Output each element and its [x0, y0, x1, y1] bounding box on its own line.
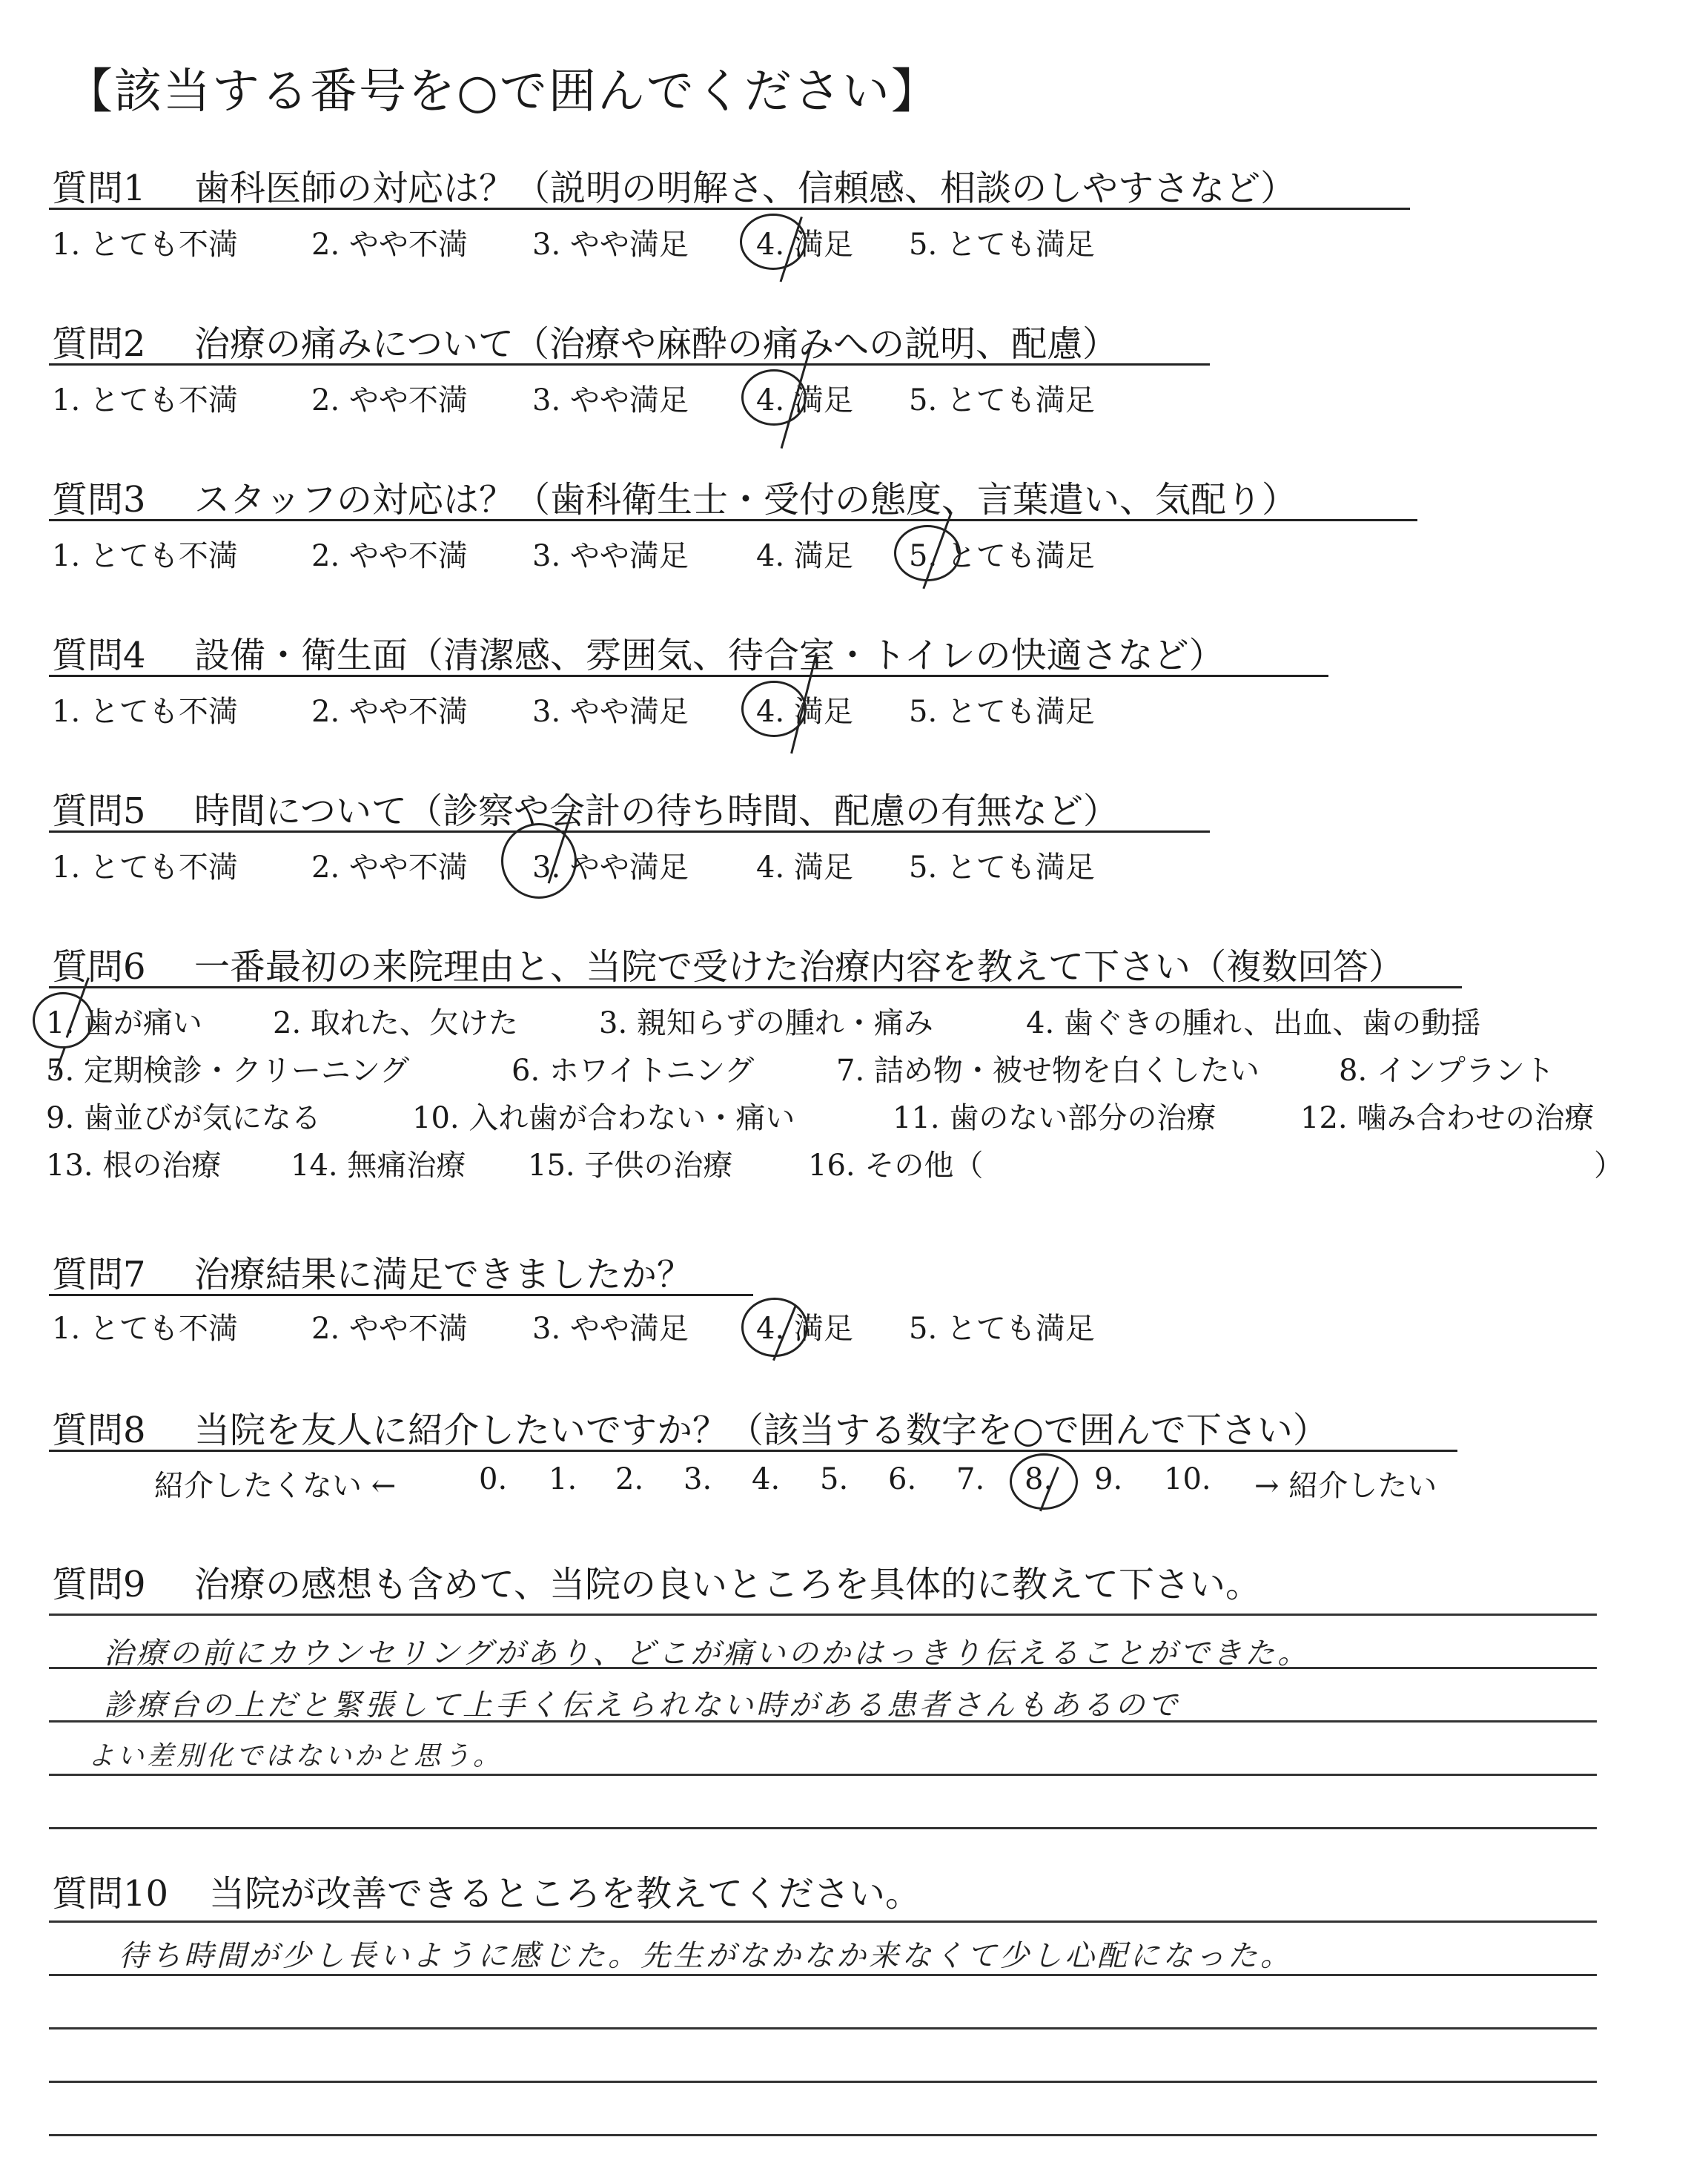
q6-other-close-paren: ） [1594, 1149, 1623, 1183]
q9-answer-line-3: よい差別化ではないかと思う。 [87, 1741, 503, 1771]
q6-selection-circle-1 [33, 992, 93, 1048]
q8-option-4[interactable]: 4. [752, 1462, 781, 1496]
q9-answer-line-2: 診療台の上だと緊張して上手く伝えられない時がある患者さんもあるので [104, 1688, 1180, 1723]
q6-option-16[interactable]: 16. その他（ [808, 1149, 984, 1183]
q7-underline [49, 1294, 753, 1296]
q8-option-8[interactable]: 8. [1025, 1462, 1053, 1496]
q6-text: 一番最初の来院理由と、当院で受けた治療内容を教えて下さい（複数回答） [194, 946, 1405, 988]
q10-text: 当院が改善できるところを教えてください。 [209, 1873, 921, 1915]
q3-underline [49, 519, 1417, 521]
q8-option-10[interactable]: 10. [1164, 1462, 1211, 1496]
q8-option-3[interactable]: 3. [683, 1462, 712, 1496]
q8-option-5[interactable]: 5. [820, 1462, 849, 1496]
q8-option-0[interactable]: 0. [479, 1462, 508, 1496]
q1-option-2[interactable]: 2. やや不満 [311, 228, 468, 262]
q4-option-1[interactable]: 1. とても不満 [52, 695, 238, 729]
q2-option-2[interactable]: 2. やや不満 [311, 383, 468, 417]
q6-option-9[interactable]: 9. 歯並びが気になる [46, 1101, 321, 1135]
q6-option-7[interactable]: 7. 詰め物・被せ物を白くしたい [836, 1054, 1260, 1088]
q10-answer-line-1: 待ち時間が少し長いように感じた。先生がなかなか来なくて少し心配になった。 [119, 1939, 1293, 1973]
q8-option-6[interactable]: 6. [888, 1462, 917, 1496]
q7-option-2[interactable]: 2. やや不満 [311, 1312, 468, 1346]
q3-label: 質問3 [52, 479, 146, 521]
q3-option-2[interactable]: 2. やや不満 [311, 539, 468, 573]
q7-option-4[interactable]: 4. 満足 [756, 1312, 853, 1346]
q7-option-3[interactable]: 3. やや満足 [532, 1312, 689, 1346]
q4-option-3[interactable]: 3. やや満足 [532, 695, 689, 729]
q6-option-10[interactable]: 10. 入れ歯が合わない・痛い [412, 1101, 795, 1135]
q3-option-3[interactable]: 3. やや満足 [532, 539, 689, 573]
q5-option-2[interactable]: 2. やや不満 [311, 851, 468, 885]
q3-option-1[interactable]: 1. とても不満 [52, 539, 238, 573]
q6-underline [49, 986, 1462, 988]
q5-underline [49, 830, 1210, 833]
q6-option-12[interactable]: 12. 噛み合わせの治療 [1300, 1101, 1595, 1135]
q5-option-1[interactable]: 1. とても不満 [52, 851, 238, 885]
q6-option-3[interactable]: 3. 親知らずの腫れ・痛み [599, 1006, 933, 1040]
q6-option-1[interactable]: 1. 歯が痛い [46, 1006, 202, 1040]
q4-label: 質問4 [52, 635, 146, 676]
q6-option-11[interactable]: 11. 歯のない部分の治療 [893, 1101, 1217, 1135]
q1-option-1[interactable]: 1. とても不満 [52, 228, 238, 262]
q10-label: 質問10 [52, 1873, 169, 1915]
q4-option-2[interactable]: 2. やや不満 [311, 695, 468, 729]
q1-label: 質問1 [52, 168, 146, 209]
q4-underline [49, 675, 1328, 677]
q8-option-9[interactable]: 9. [1094, 1462, 1123, 1496]
q3-text: スタッフの対応は？（歯科衛生士・受付の態度、言葉遣い、気配り） [194, 479, 1298, 521]
q1-option-4[interactable]: 4. 満足 [756, 228, 853, 262]
q6-option-13[interactable]: 13. 根の治療 [46, 1149, 222, 1183]
q4-option-5[interactable]: 5. とても満足 [909, 695, 1095, 729]
q8-underline [49, 1450, 1457, 1452]
q1-underline [49, 208, 1410, 210]
q9-text: 治療の感想も含めて、当院の良いところを具体的に教えて下さい。 [194, 1564, 1262, 1605]
q2-option-1[interactable]: 1. とても不満 [52, 383, 238, 417]
q2-underline [49, 363, 1210, 366]
q9-answer-line [49, 1614, 1597, 1616]
q2-option-4[interactable]: 4. 満足 [756, 383, 853, 417]
q2-label: 質問2 [52, 323, 146, 365]
q7-option-5[interactable]: 5. とても満足 [909, 1312, 1095, 1346]
q5-text: 時間について（診察や会計の待ち時間、配慮の有無など） [194, 790, 1119, 832]
q2-text: 治療の痛みについて（治療や麻酔の痛みへの説明、配慮） [194, 323, 1119, 365]
q7-selection-circle [741, 1298, 808, 1357]
q1-selection-circle [740, 214, 807, 270]
q7-label: 質問7 [52, 1254, 146, 1295]
q8-text: 当院を友人に紹介したいですか？（該当する数字を○で囲んで下さい） [194, 1410, 1328, 1451]
q6-label: 質問6 [52, 946, 146, 988]
q9-answer-line [49, 1827, 1597, 1829]
q8-right-label: → 紹介したい [1254, 1469, 1437, 1503]
q5-option-4[interactable]: 4. 満足 [756, 851, 853, 885]
q10-answer-line [49, 1920, 1597, 1923]
q5-option-5[interactable]: 5. とても満足 [909, 851, 1095, 885]
q8-option-1[interactable]: 1. [549, 1462, 577, 1496]
q7-option-1[interactable]: 1. とても不満 [52, 1312, 238, 1346]
q3-option-5[interactable]: 5. とても満足 [909, 539, 1095, 573]
q9-label: 質問9 [52, 1564, 146, 1605]
q1-option-3[interactable]: 3. やや満足 [532, 228, 689, 262]
form-title: 【該当する番号を○で囲んでください】 [65, 65, 940, 119]
q6-option-14[interactable]: 14. 無痛治療 [291, 1149, 466, 1183]
q6-option-2[interactable]: 2. 取れた、欠けた [273, 1006, 518, 1040]
q6-option-5[interactable]: 5. 定期検診・クリーニング [46, 1054, 410, 1088]
q8-option-2[interactable]: 2. [615, 1462, 644, 1496]
q6-option-8[interactable]: 8. インプラント [1339, 1054, 1555, 1088]
q4-text: 設備・衛生面（清潔感、雰囲気、待合室・トイレの快適さなど） [194, 635, 1225, 676]
q3-option-4[interactable]: 4. 満足 [756, 539, 853, 573]
q2-option-3[interactable]: 3. やや満足 [532, 383, 689, 417]
q1-option-5[interactable]: 5. とても満足 [909, 228, 1095, 262]
q1-text: 歯科医師の対応は？（説明の明解さ、信頼感、相談のしやすさなど） [194, 168, 1297, 209]
q6-option-15[interactable]: 15. 子供の治療 [528, 1149, 733, 1183]
q10-answer-line [49, 2134, 1597, 2136]
q8-option-7[interactable]: 7. [956, 1462, 985, 1496]
q8-label: 質問8 [52, 1410, 146, 1451]
q6-option-6[interactable]: 6. ホワイトニング [512, 1054, 755, 1088]
q9-answer-line [49, 1774, 1597, 1776]
q2-option-5[interactable]: 5. とても満足 [909, 383, 1095, 417]
q8-left-label: 紹介したくない ← [154, 1469, 397, 1503]
q5-option-3[interactable]: 3. やや満足 [532, 851, 689, 885]
q10-answer-line [49, 2081, 1597, 2083]
q10-answer-line [49, 2027, 1597, 2029]
q9-answer-line-1: 治療の前にカウンセリングがあり、どこが痛いのかはっきり伝えることができた。 [104, 1636, 1311, 1671]
q6-option-4[interactable]: 4. 歯ぐきの腫れ、出血、歯の動揺 [1026, 1006, 1481, 1040]
q5-label: 質問5 [52, 790, 146, 832]
q4-option-4[interactable]: 4. 満足 [756, 695, 853, 729]
q7-text: 治療結果に満足できましたか？ [194, 1254, 693, 1295]
